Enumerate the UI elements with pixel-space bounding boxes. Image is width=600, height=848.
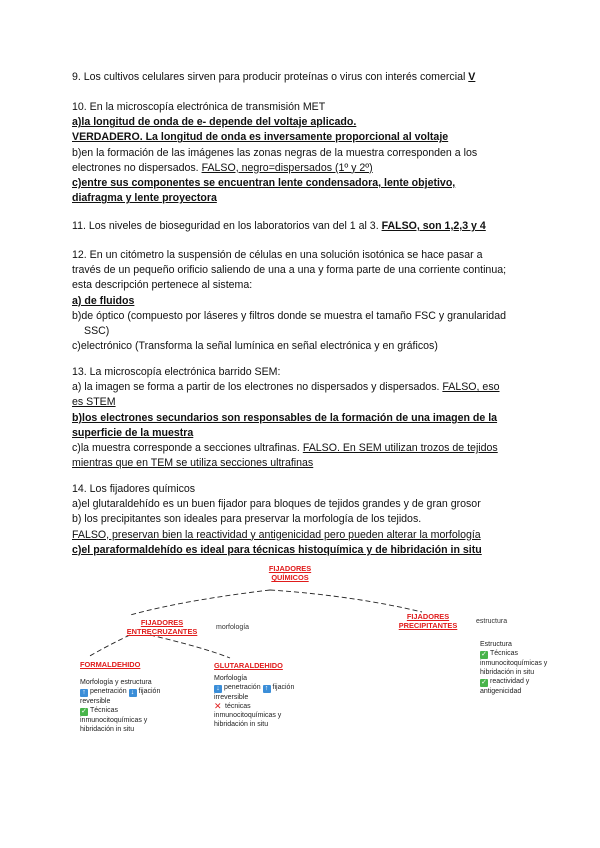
glutar-item: inmunocitoquímicas y: [214, 712, 282, 719]
q13-option-c-line1: c)la muestra corresponde a secciones ultrafinas.: [72, 442, 303, 455]
q10-option-b-line1: b)en la formación de las imágenes las zonas negras de la muestra corresponden a los: [72, 146, 478, 159]
entre-note: morfología: [216, 624, 250, 631]
q14-option-a: a)el glutaraldehído es un buen fijador para bloques de tejidos grandes y de gran grosor: [72, 498, 481, 511]
q12-option-b-line1: b)de óptico (compuesto por láseres y filtros donde se muestra el tamaño FSC y granularidad: [72, 309, 506, 322]
node-entre-line2: ENTRECRUZANTES: [126, 627, 198, 636]
connector-entre-formal: [88, 635, 130, 657]
q12-option-b-line2: SSC): [84, 325, 110, 338]
glutar-item: Morfología: [214, 675, 248, 682]
q10-option-b-verdict: FALSO, negro=dispersados (1º y 2º): [201, 161, 373, 174]
question-10: [72, 100, 532, 206]
formal-item-text: Técnicas: [90, 707, 119, 714]
q11-text: 11. Los niveles de bioseguridad en los laboratorios van del 1 al 3.: [72, 220, 382, 232]
q10-option-b-line2: electrones no dispersados.: [72, 161, 202, 174]
node-fijadores-precipitantes: [388, 612, 468, 630]
fixatives-diagram: [70, 560, 548, 750]
q14-option-b-verdict: FALSO, preservan bien la reactividad y antigenicidad pero pueden alterar la morfología: [72, 528, 481, 541]
question-13: [72, 365, 532, 471]
formal-item: hibridación in situ: [80, 726, 135, 733]
node-root-line2: QUÍMICOS: [271, 573, 309, 582]
q13-option-c-verdict1: FALSO. En SEM utilizan trozos de tejidos: [302, 442, 498, 455]
question-12: [72, 248, 532, 354]
q12-option-c: c)electrónico (Transforma la señal lumínica en señal electrónica y en gráficos): [72, 340, 438, 353]
q13-option-a-verdict1: FALSO, eso: [442, 381, 500, 394]
formal-item: Morfología y estructura: [80, 679, 152, 686]
check-icon: ✓: [481, 651, 487, 658]
node-entre-line1: FIJADORES: [140, 618, 184, 627]
connector-root-right: [270, 590, 422, 612]
q13-title: 13. La microscopía electrónica barrido SEM:: [72, 366, 281, 378]
formal-item: [80, 687, 190, 697]
q14-title: 14. Los fijadores químicos: [72, 483, 196, 495]
glutar-item: irreversible: [214, 694, 249, 701]
prec-item: hibridación in situ: [480, 669, 535, 676]
q12-line1: 12. En un citómetro la suspensión de células en una solución isotónica se hace pasar a: [72, 249, 483, 261]
arrow-up-icon: ↑: [80, 689, 88, 697]
glutar-item: hibridación in situ: [214, 721, 269, 728]
prec-item-text: Técnicas: [490, 650, 519, 657]
prec-note: estructura: [476, 618, 508, 625]
q13-option-b-line1: b)los electrones secundarios son responsables de la formación de una imagen de la: [72, 411, 498, 424]
formal-item: inmunocitoquímicas y: [80, 717, 148, 724]
q13-option-a-verdict2: es STEM: [72, 396, 116, 409]
connector-entre-glutar: [150, 635, 230, 658]
prec-item: [480, 649, 570, 659]
question-11: [72, 219, 532, 234]
connector-root-left: [130, 590, 270, 615]
node-root-line1: FIJADORES: [268, 564, 312, 573]
q13-option-a-line1: a) la imagen se forma a partir de los electrones no dispersados y dispersados.: [72, 381, 443, 394]
glutar-item-text: penetración: [224, 684, 261, 691]
glutar-list: [214, 674, 324, 729]
node-glutaraldehido: GLUTARALDEHIDO: [214, 661, 283, 670]
q12-line2: través de un pequeño orificio saliendo de una a una y forma parte de una corriente continua;: [72, 264, 507, 277]
node-formaldehido: FORMALDEHIDO: [80, 660, 141, 669]
q10-option-c-line1: c)entre sus componentes se encuentran lente condensadora, lente objetivo,: [72, 177, 456, 190]
prec-item: antigenicidad: [480, 688, 522, 695]
q12-line3: esta descripción pertenece al sistema:: [72, 279, 253, 292]
node-fijadores-quimicos: [260, 564, 320, 582]
q10-option-c-line2: diafragma y lente proyectora: [72, 192, 217, 205]
prec-item: inmunocitoquímicas y: [480, 660, 548, 667]
q12-option-a: a) de fluidos: [72, 294, 135, 307]
arrow-down-icon: ↓: [214, 685, 222, 693]
q9-answer: V: [468, 71, 476, 83]
q10-option-a-verdict: VERDADERO. La longitud de onda es inversamente proporcional al voltaje: [72, 131, 449, 144]
glutar-item-text: técnicas: [225, 703, 251, 710]
prec-item-text: reactividad y: [490, 678, 530, 685]
q14-option-c: c)el paraformaldehído es ideal para técnicas histoquímica y de hibridación in situ: [72, 543, 482, 556]
arrow-up-icon: ↑: [263, 685, 271, 693]
q10-option-a: a)la longitud de onda de e- depende del voltaje aplicado.: [72, 116, 357, 129]
q9-text: 9. Los cultivos celulares sirven para producir proteínas o virus con interés comercial: [72, 71, 469, 83]
glutar-item: [214, 702, 324, 711]
node-prec-line1: FIJADORES: [406, 612, 450, 621]
formal-list: [80, 678, 190, 734]
node-fijadores-entrecruzantes: [122, 618, 202, 636]
formal-item: [80, 706, 190, 716]
check-icon: ✓: [481, 679, 487, 686]
prec-list: [480, 640, 570, 696]
node-prec-line2: PRECIPITANTES: [398, 621, 458, 630]
formal-item-text: penetración: [90, 688, 127, 695]
glutar-item: [214, 683, 324, 693]
q11-verdict: FALSO, son 1,2,3 y 4: [381, 220, 486, 232]
q13-option-c-verdict2: mientras que en TEM se utiliza secciones ultrafinas: [72, 457, 314, 470]
glutar-item-text: fijación: [272, 684, 295, 691]
prec-item: [480, 677, 570, 687]
arrow-down-icon: ↓: [129, 689, 137, 697]
formal-item: reversible: [80, 698, 111, 705]
q14-option-b: b) los precipitantes son ideales para preservar la morfología de los tejidos.: [72, 513, 422, 526]
check-icon: ✓: [81, 708, 87, 715]
formal-item-text: fijación: [138, 688, 161, 695]
cross-icon: ✕: [214, 701, 222, 711]
question-9: [72, 70, 532, 85]
q10-title: 10. En la microscopía electrónica de transmisión MET: [72, 101, 326, 113]
prec-item: Estructura: [480, 641, 512, 648]
q13-option-b-line2: superficie de la muestra: [72, 426, 194, 439]
question-14: [72, 482, 532, 558]
